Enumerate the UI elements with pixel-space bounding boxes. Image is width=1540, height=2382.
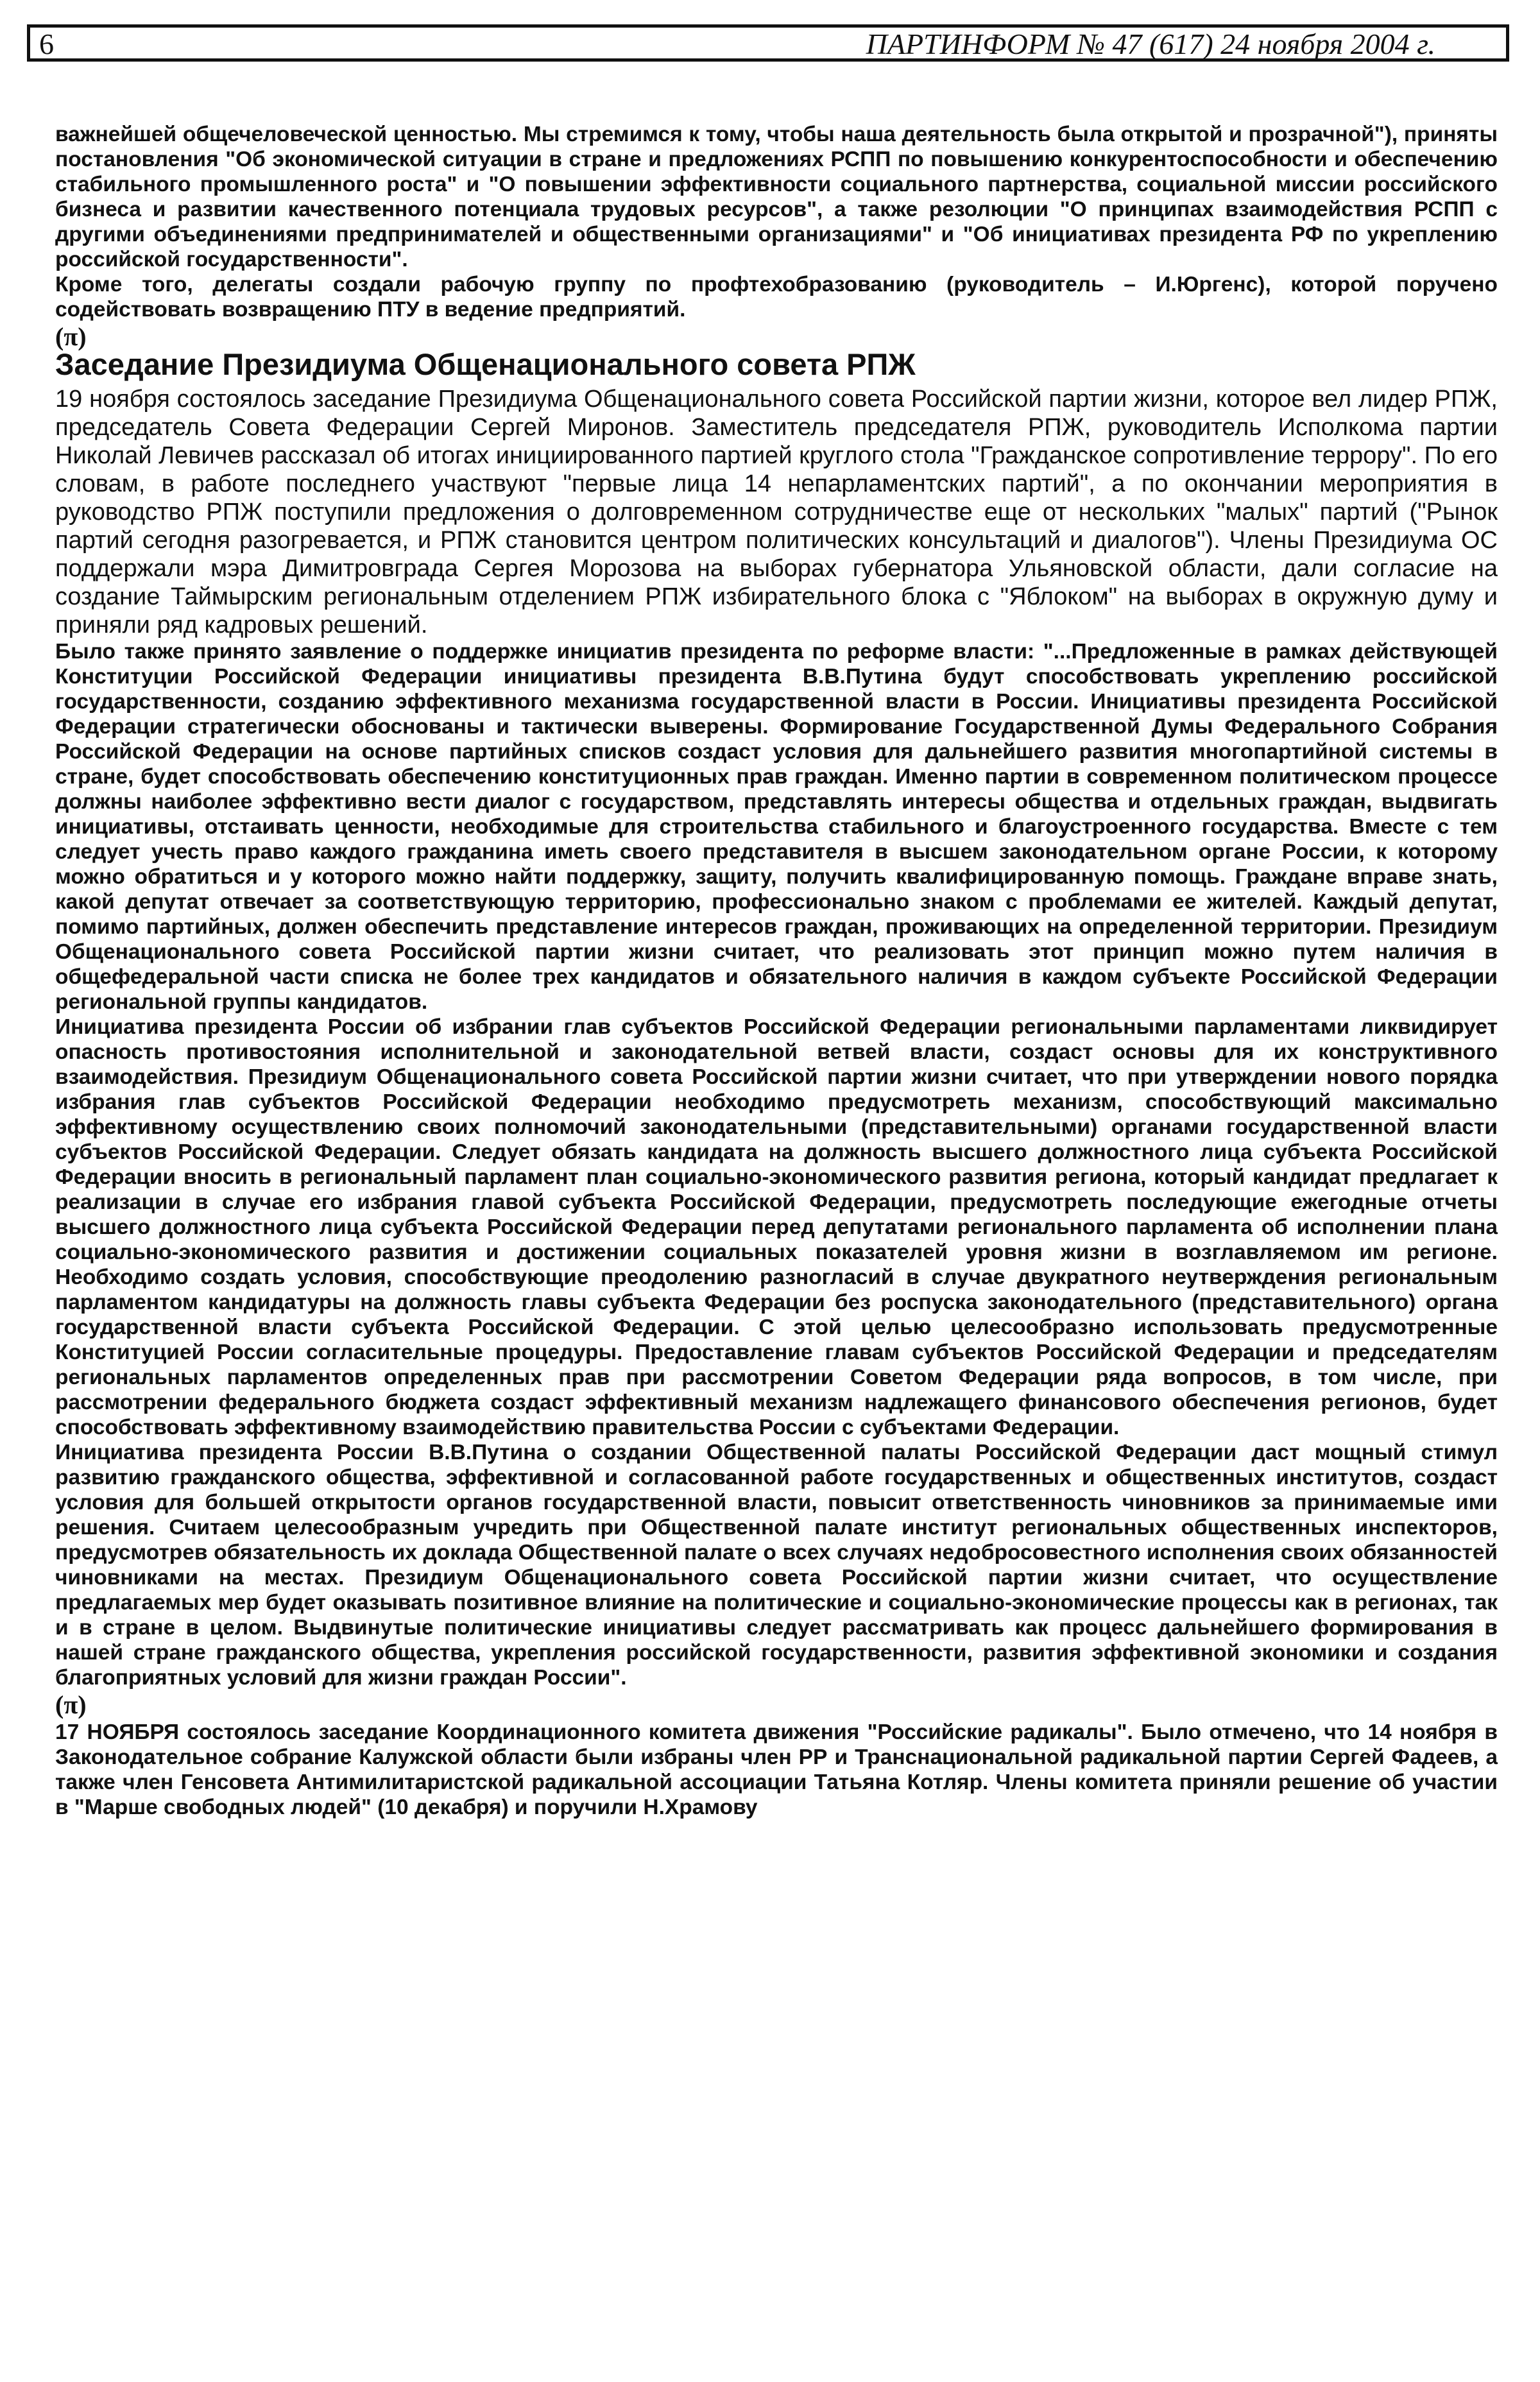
publication-title: ПАРТИНФОРМ № 47 (617) 24 ноября 2004 г. bbox=[866, 28, 1435, 60]
paragraph: Инициатива президента России об избрании глав субъектов Российской Федерации региональными парламентами ликвидирует опасность противостояния исполнительной и законодательной ветвей власти, создаст основы для их конструктивного взаимодействия. Президиум Общенационального совета Российской партии жизни считает, что при утверждении нового порядка избрания глав субъектов Российской Федерации необходимо предусмотреть механизм, способствующий максимально эффективному осуществлению своих полномочий законодательными (представительными) органами государственной власти субъектов Российской Федерации. Следует обязать кандидата на должность высшего должностного лица субъекта Российской Федерации вносить в региональный парламент план социально-экономического развития региона, который кандидат предлагает к реализации в случае его избрания главой субъекта Российской Федерации, предусмотреть последующие ежегодные отчеты высшего должностного лица субъекта Российской Федерации перед депутатами регионального парламента об исполнении плана социально-экономического развития и достижении социальных показателей уровня жизни в возглавляемом им регионе. Необходимо создать условия, способствующие преодолению разногласий в случае двукратного неутверждения региональным парламентом кандидатуры на должность главы субъекта Федерации без роспуска законодательного (представительного) органа государственной власти субъекта Российской Федерации. С этой целью целесообразно использовать предусмотренные Конституцией России согласительные процедуры. Предоставление главам субъектов Российской Федерации и председателям региональных парламентов определенных прав при рассмотрении Советом Федерации ряда вопросов, в том числе, при рассмотрении федерального бюджета создаст эффективный механизм надлежащего финансового обеспечения регионов, будет способствовать эффективному взаимодействию правительства России с субъектами Федерации. bbox=[55, 1015, 1498, 1439]
paragraph: 19 ноября состоялось заседание Президиума Общенационального совета Российской партии жизни, которое вел лидер РПЖ, председатель Совета Федерации Сергей Миронов. Заместитель председателя РПЖ, руководитель Исполкома партии Николай Левичев рассказал об итогах инициированного партией круглого стола "Гражданское сопротивление террору". По его словам, в работе последнего участвуют "первые лица 14 непарламентских партий", а по окончании мероприятия в руководство РПЖ поступили предложения о долговременном сотрудничестве еще от нескольких "малых" партий ("Рынок партий сегодня разогревается, и РПЖ становится центром политических консультаций и диалогов"). Члены Президиума ОС поддержали мэра Димитровграда Сергея Морозова на выборах губернатора Ульяновской области, дали согласие на создание Таймырским региональным отделением РПЖ избирательного блока с "Яблоком" на выборах в окружную думу и приняли ряд кадровых решений. bbox=[55, 386, 1498, 638]
article-body bbox=[55, 122, 1498, 1820]
page-header bbox=[27, 24, 1509, 62]
section-title: Заседание Президиума Общенационального совета РПЖ bbox=[55, 347, 916, 381]
paragraph: Было также принято заявление о поддержке инициатив президента по реформе власти: "...Предложенные в рамках действующей Конституции Российской Федерации инициативы президента В.В.Путина будут способствовать укреплению российской государственности, созданию эффективного механизма государственной власти в России. Инициативы президента Российской Федерации стратегически обоснованы и тактически выверены. Формирование Государственной Думы Федерального Собрания Российской Федерации на основе партийных списков создаст условия для дальнейшего развития многопартийной системы в стране, будет способствовать обеспечению конституционных прав граждан. Именно партии в современном политическом процессе должны наиболее эффективно вести диалог с государством, представлять интересы общества и отдельных граждан, выдвигать инициативы, отстаивать ценности, необходимые для строительства стабильного и благоустроенного государства. Вместе с тем следует учесть право каждого гражданина иметь своего представителя в высшем законодательном органе России, к которому можно обратиться и у которого можно найти поддержку, защиту, получить квалифицированную помощь. Граждане вправе знать, какой депутат отвечает за соответствующую территорию, профессионально знаком с проблемами ее жителей. Каждый депутат, помимо партийных, должен обеспечить представление интересов граждан, проживающих на определенной территории. Президиум Общенационального совета Российской партии жизни считает, что реализовать этот принцип можно путем наличия в общефедеральной части списка не более трех кандидатов и обязательного наличия в каждом субъекте Российской Федерации региональной группы кандидатов. bbox=[55, 640, 1498, 1014]
paragraph: Кроме того, делегаты создали рабочую группу по профтехобразованию (руководитель – И.Юргенс), которой поручено содействовать возвращению ПТУ в ведение предприятий. bbox=[55, 273, 1498, 321]
author-signature: (π) bbox=[55, 322, 87, 351]
paragraph: 17 НОЯБРЯ состоялось заседание Координационного комитета движения "Российские радикалы". Было отмечено, что 14 ноября в Законодательное собрание Калужской области были избраны член РР и Транснациональной радикальной партии Сергей Фадеев, а также член Генсовета Антимилитаристской радикальной ассоциации Татьяна Котляр. Члены комитета приняли решение об участии в "Марше свободных людей" (10 декабря) и поручили Н.Храмову bbox=[55, 1720, 1498, 1819]
author-signature: (π) bbox=[55, 1690, 87, 1719]
page-number: 6 bbox=[39, 28, 54, 60]
paragraph: Инициатива президента России В.В.Путина о создании Общественной палаты Российской Федерации даст мощный стимул развитию гражданского общества, эффективной и согласованной работе государственных и общественных институтов, создаст условия для большей открытости органов государственной власти, повысит ответственность чиновников за принимаемые ими решения. Считаем целесообразным учредить при Общественной палате институт региональных общественных инспекторов, предусмотрев обязательность их доклада Общественной палате о всех случаях недобросовестного исполнения своих обязанностей чиновниками на местах. Президиум Общенационального совета Российской партии жизни считает, что осуществление предлагаемых мер будет оказывать позитивное влияние на политические и социально-экономические процессы как в регионах, так и в стране в целом. Выдвинутые политические инициативы следует рассматривать как процесс дальнейшего формирования в нашей стране гражданского общества, укрепления российской государственности, развития эффективной экономики и создания благоприятных условий для жизни граждан России". bbox=[55, 1441, 1498, 1690]
paragraph: важнейшей общечеловеческой ценностью. Мы стремимся к тому, чтобы наша деятельность была открытой и прозрачной"), приняты постановления "Об экономической ситуации в стране и предложениях РСПП по повышению конкурентоспособности и обеспечению стабильного промышленного роста" и "О повышении эффективности социального партнерства, социальной миссии российского бизнеса и развитии качественного потенциала трудовых ресурсов", а также резолюции "О принципах взаимодействия РСПП с другими объединениями предпринимателей и общественными организациями" и "Об инициативах президента РФ по укреплению российской государственности". bbox=[55, 123, 1498, 271]
